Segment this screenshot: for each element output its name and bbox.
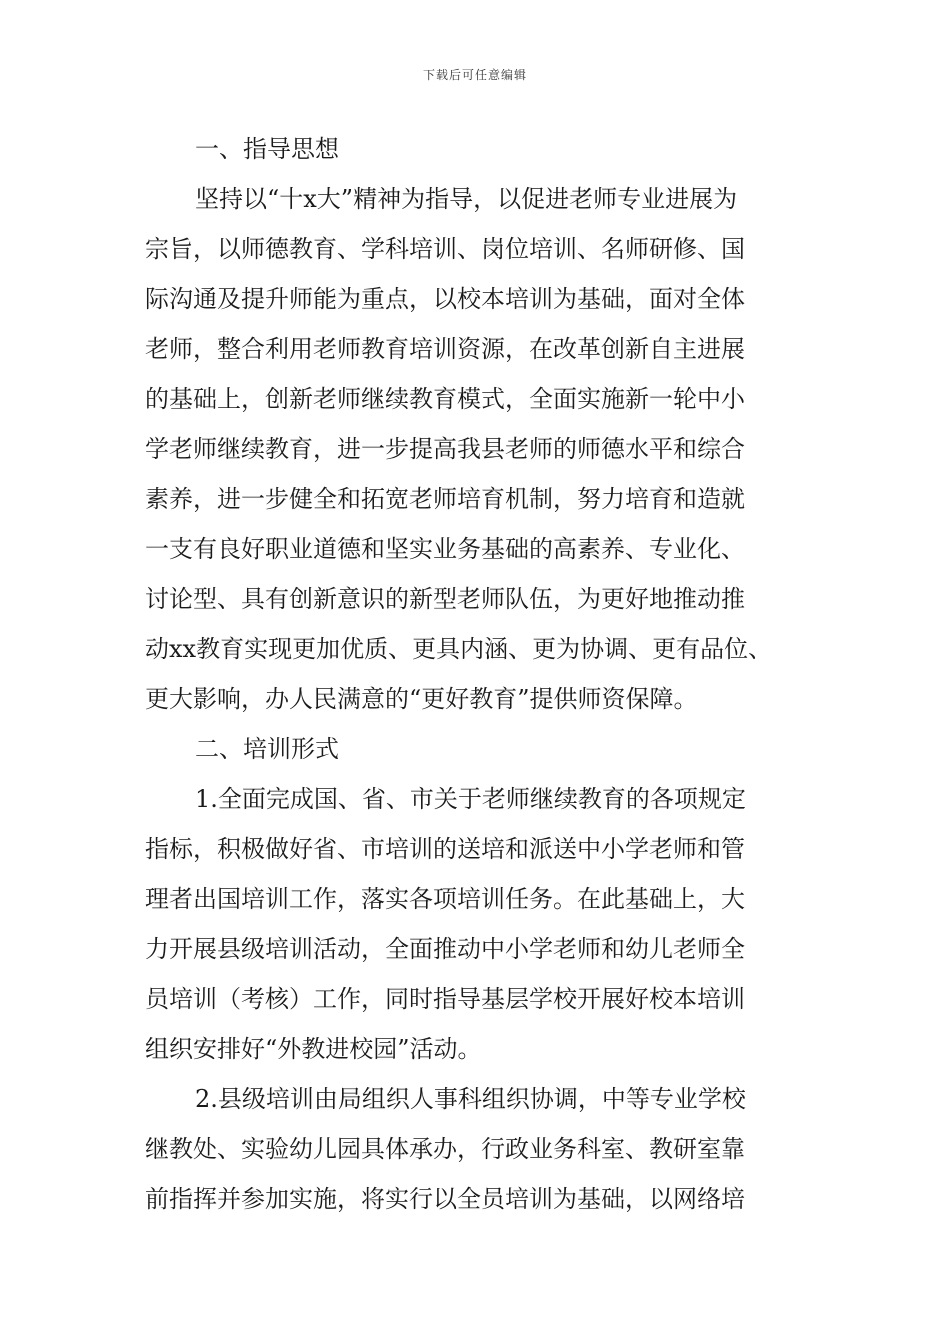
text-line: 理者出国培训工作，落实各项培训任务。在此基础上，大: [145, 885, 745, 913]
text-line: 一、指导思想: [195, 135, 339, 163]
text-line: 际沟通及提升师能为重点，以校本培训为基础，面对全体: [145, 285, 745, 313]
text-line: 1.全面完成国、省、市关于老师继续教育的各项规定: [195, 785, 746, 813]
text-line: 继教处、实验幼儿园具体承办，行政业务科室、教研室靠: [145, 1135, 745, 1163]
text-line: 动xx教育实现更加优质、更具内涵、更为协调、更有品位、: [145, 635, 773, 663]
text-line: 学老师继续教育，进一步提高我县老师的师德水平和综合: [145, 435, 745, 463]
text-line: 前指挥并参加实施，将实行以全员培训为基础，以网络培: [145, 1185, 745, 1213]
text-line: 二、培训形式: [195, 735, 339, 763]
text-line: 坚持以“十x大”精神为指导，以促进老师专业进展为: [195, 185, 738, 213]
text-line: 老师，整合利用老师教育培训资源，在改革创新自主进展: [145, 335, 745, 363]
text-line: 讨论型、具有创新意识的新型老师队伍，为更好地推动推: [145, 585, 745, 613]
text-line: 员培训（考核）工作，同时指导基层学校开展好校本培训: [145, 985, 745, 1013]
text-line: 的基础上，创新老师继续教育模式，全面实施新一轮中小: [145, 385, 745, 413]
text-line: 2.县级培训由局组织人事科组织协调，中等专业学校: [195, 1085, 746, 1113]
text-line: 组织安排好“外教进校园”活动。: [145, 1035, 482, 1063]
document-body: [145, 124, 820, 1224]
text-line: 素养，进一步健全和拓宽老师培育机制，努力培育和造就: [145, 485, 745, 513]
text-line: 指标，积极做好省、市培训的送培和派送中小学老师和管: [145, 835, 745, 863]
text-line: 一支有良好职业道德和坚实业务基础的高素养、专业化、: [145, 535, 745, 563]
text-line: 宗旨，以师德教育、学科培训、岗位培训、名师研修、国: [145, 235, 745, 263]
text-line: 力开展县级培训活动，全面推动中小学老师和幼儿老师全: [145, 935, 745, 963]
text-line: 更大影响，办人民满意的“更好教育”提供师资保障。: [145, 685, 698, 713]
header-note: 下载后可任意编辑: [422, 68, 527, 82]
